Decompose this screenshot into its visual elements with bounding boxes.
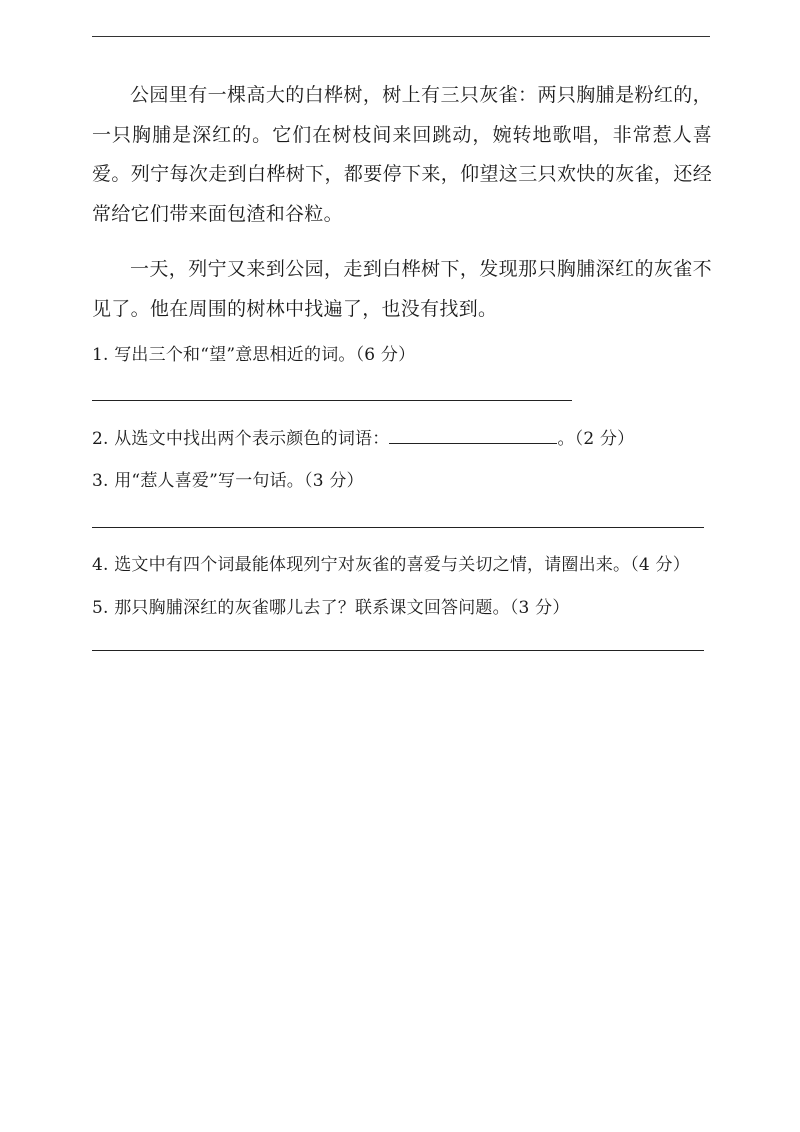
answer-line-3[interactable] bbox=[92, 527, 704, 528]
question-2-prefix: 2. 从选文中找出两个表示颜色的词语： bbox=[92, 429, 390, 449]
question-4: 4. 选文中有四个词最能体现列宁对灰雀的喜爱与关切之情，请圈出来。（4 分） bbox=[92, 555, 690, 575]
answer-blank-2[interactable] bbox=[389, 429, 557, 444]
header-rule bbox=[92, 36, 710, 37]
question-1: 1. 写出三个和“望”意思相近的词。（6 分） bbox=[92, 345, 416, 365]
passage-paragraph-1: 公园里有一棵高大的白桦树，树上有三只灰雀：两只胸脯是粉红的，一只胸脯是深红的。它们在树枝间来回跳动，婉转地歌唱，非常惹人喜爱。列宁每次走到白桦树下，都要停下来，仰望这三只欢快的灰雀，还经常给它们带来面包渣和谷粒。 bbox=[92, 84, 712, 225]
passage-paragraph-2: 一天，列宁又来到公园，走到白桦树下，发现那只胸脯深红的灰雀不见了。他在周围的树林中找遍了，也没有找到。 bbox=[92, 258, 712, 320]
question-5: 5. 那只胸脯深红的灰雀哪儿去了？联系课文回答问题。（3 分） bbox=[92, 598, 570, 618]
question-2 bbox=[92, 424, 634, 449]
question-2-suffix: 。（2 分） bbox=[557, 429, 635, 449]
answer-line-1[interactable] bbox=[92, 400, 572, 401]
answer-line-5[interactable] bbox=[92, 650, 704, 651]
question-3: 3. 用“惹人喜爱”写一句话。（3 分） bbox=[92, 471, 364, 491]
